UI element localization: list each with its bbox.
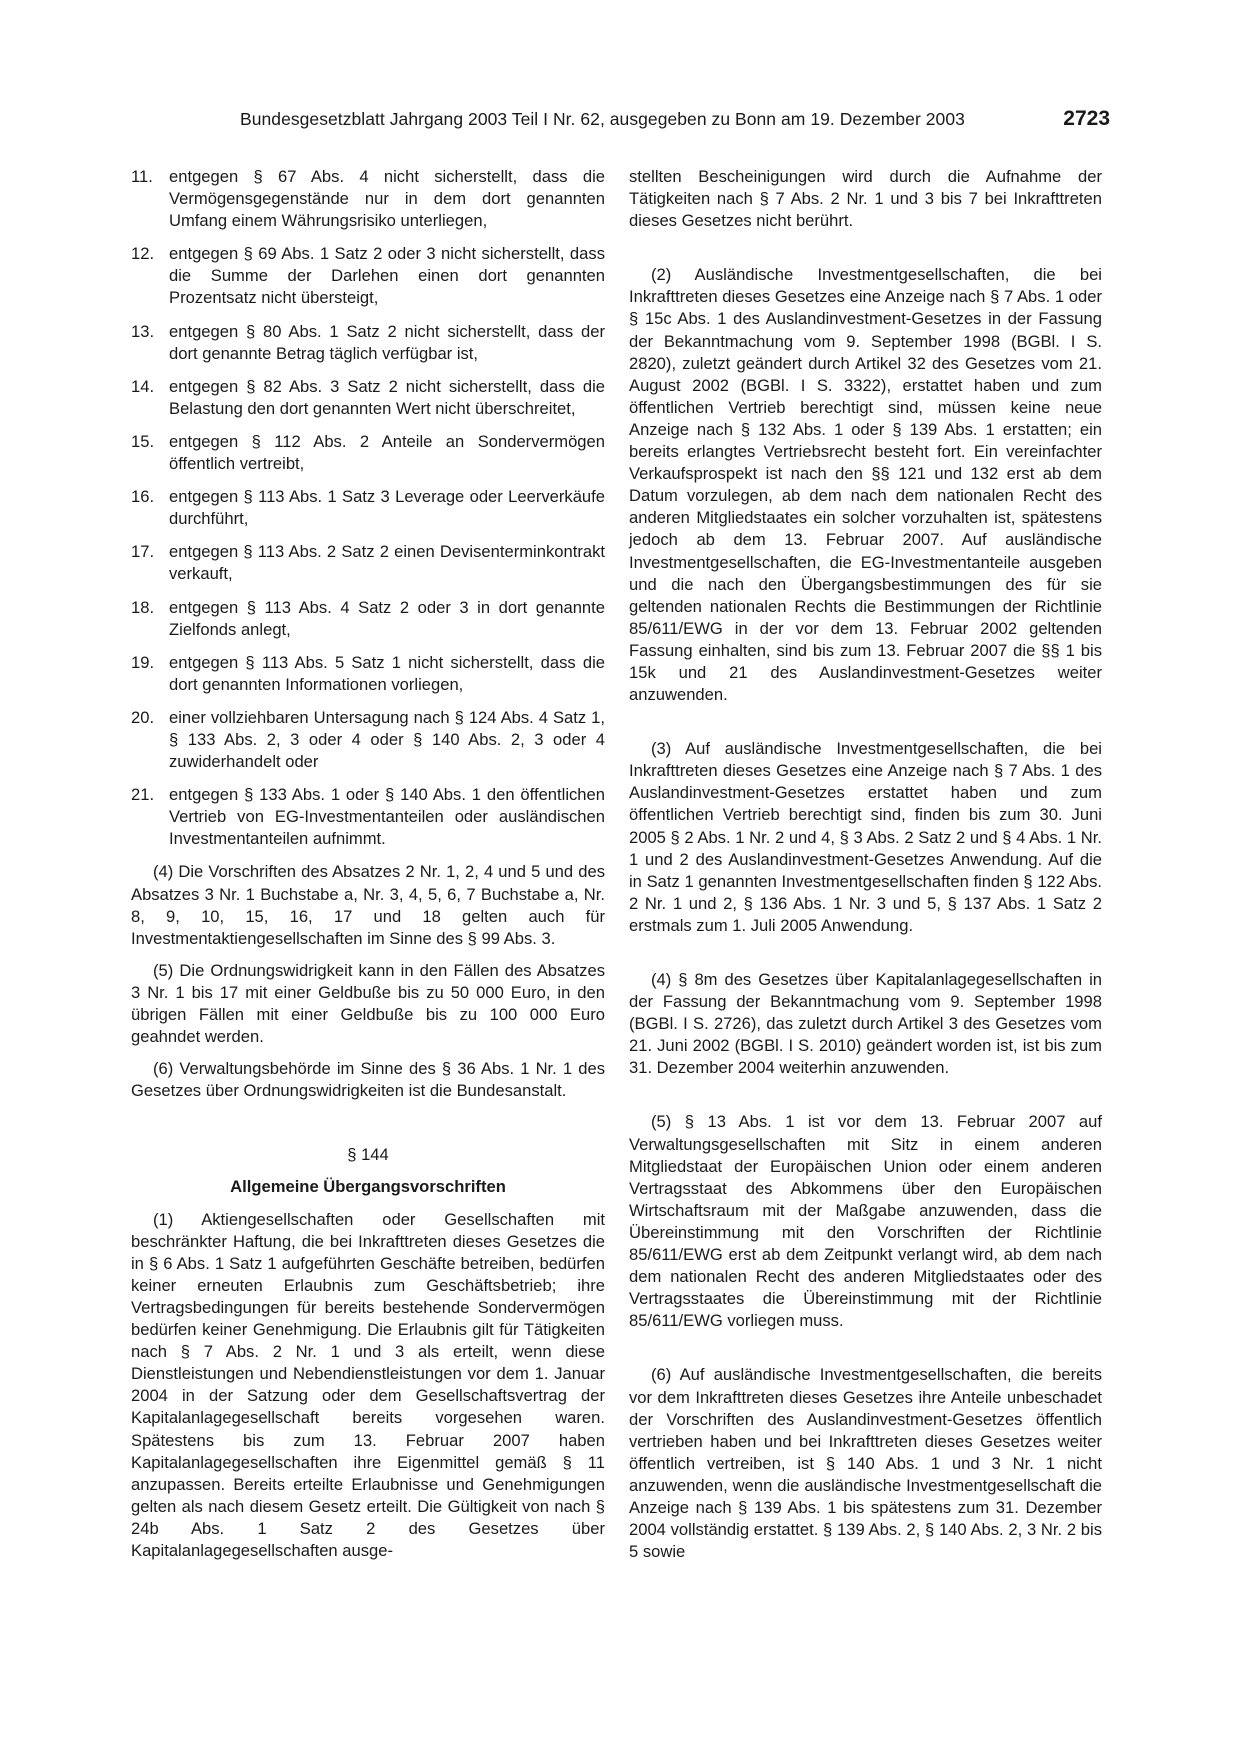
paragraph-4: (4) Die Vorschriften des Absatzes 2 Nr. 1, 2, 4 und 5 und des Absatzes 3 Nr. 1 Buchstabe a, Nr. 3, 4, 5, 6, 7 Buchstabe a, Nr. 8, 9, 10, 15, 16, 17 und 18 gelten auch für Investmentaktiengesellschaften im Sinne des § 99 Abs. 3. xyxy=(131,862,605,948)
right-column xyxy=(629,166,1102,1595)
item-text: entgegen § 67 Abs. 4 nicht sicherstellt, dass die Vermögensgegenstände nur in dem dort genannten Umfang einem Währungsrisiko unterliegen, xyxy=(169,167,605,231)
item-text: entgegen § 113 Abs. 2 Satz 2 einen Devisenterminkontrakt verkauft, xyxy=(169,542,605,584)
section-title: Allgemeine Übergangsvorschriften xyxy=(230,1177,506,1197)
list-item xyxy=(131,431,605,475)
paragraph-6: (6) Auf ausländische Investmentgesellschaften, die bereits vor dem Inkrafttreten dieses Gesetzes ihre Anteile unbeschadet der Vorschriften des Auslandinvestment-Gesetzes öffentlich vertrieben haben und bei Inkrafttreten dieses Gesetzes weiter öffentlich vertreiben, ist § 140 Abs. 1 und 3 Nr. 1 nicht anzuwenden, wenn die ausländische Investmentgesellschaft die Anzeige nach § 139 Abs. 1 bis spätestens zum 31. Dezember 2004 vollständig erstattet. § 139 Abs. 2, § 140 Abs. 2, 3 Nr. 2 bis 5 sowie xyxy=(629,1365,1102,1562)
list-item xyxy=(131,541,605,585)
item-text: entgegen § 112 Abs. 2 Anteile an Sondervermögen öffentlich vertreibt, xyxy=(169,431,605,474)
paragraph-144-1: (1) Aktiengesellschaften oder Gesellschaften mit beschränkter Haftung, die bei Inkrafttreten dieses Gesetzes die in § 6 Abs. 1 Satz 1 aufgeführten Geschäfte betreiben, bedürfen keiner erneuten Erlaubnis zum Geschäftsbetrieb; ihre Vertragsbedingungen für bereits bestehende Sondervermögen bedürfen keiner Genehmigung. Die Erlaubnis gilt für Tätigkeiten nach § 7 Abs. 2 Nr. 1 und 3 als erteilt, wenn diese Dienstleistungen und Nebendienstleistungen vor dem 1. Januar 2004 in der Satzung oder dem Gesellschaftsvertrag der Kapitalanlagegesellschaft bereits vorgesehen waren. Spätestens bis zum 13. Februar 2007 haben Kapitalanlagegesellschaften ihre Eigenmittel gemäß § 11 anzupassen. Bereits erteilte Erlaubnisse und Genehmigungen gelten als nach diesem Gesetz erteilt. Die Gültigkeit von nach § 24b Abs. 1 Satz 2 des Gesetzes über Kapitalanlagegesellschaften ausge- xyxy=(131,1209,605,1560)
paragraph-3: (3) Auf ausländische Investmentgesellschaften, die bei Inkrafttreten dieses Gesetzes eine Anzeige nach § 7 Abs. 1 des Auslandinvestment-Gesetzes erstattet haben und zum öffentlichen Vertrieb berechtigt sind, finden bis zum 30. Juni 2005 § 2 Abs. 1 Nr. 2 und 4, § 3 Abs. 2 Satz 2 und § 4 Abs. 1 Nr. 1 und 2 des Auslandinvestment-Gesetzes Anwendung. Auf die in Satz 1 genannten Investmentgesellschaften finden § 122 Abs. 2 Nr. 1 und 2, § 136 Abs. 1 Nr. 3 und 5, § 137 Abs. 1 Satz 2 erstmals zum 1. Juli 2005 Anwendung. xyxy=(629,739,1102,935)
left-column xyxy=(131,166,605,1572)
paragraph-5: (5) § 13 Abs. 1 ist vor dem 13. Februar 2007 auf Verwaltungsgesellschaften mit Sitz in einem anderen Mitgliedstaat der Europäischen Union oder einem anderen Vertragsstaat des Abkommens über den Europäischen Wirtschaftsraum mit der Maßgabe anzuwenden, dass die Übereinstimmung mit den Vorschriften der Richtlinie 85/611/EWG erst ab dem Zeitpunkt verlangt wird, ab dem nach dem nationalen Recht des anderen Mitgliedstaates oder des Vertragsstaates die Übereinstimmung mit der Richtlinie 85/611/EWG vorliegen muss. xyxy=(629,1112,1102,1331)
list-item xyxy=(131,652,605,696)
item-text: einer vollziehbaren Untersagung nach § 124 Abs. 4 Satz 1, § 133 Abs. 2, 3 oder 4 oder § 140 Abs. 2, 3 oder 4 zuwiderhandelt oder xyxy=(169,707,605,772)
item-number: 16. xyxy=(131,487,155,507)
item-text: entgegen § 82 Abs. 3 Satz 2 nicht sicherstellt, dass die Belastung den dort genannten Wert nicht überschreitet, xyxy=(169,376,605,418)
header-title: Bundesgesetzblatt Jahrgang 2003 Teil I Nr. 62, ausgegeben zu Bonn am 19. Dezember 2003 xyxy=(240,109,965,129)
page-header xyxy=(240,109,1110,139)
paragraph-6: (6) Verwaltungsbehörde im Sinne des § 36 Abs. 1 Nr. 1 des Gesetzes über Ordnungswidrigkeiten ist die Bundesanstalt. xyxy=(131,1059,605,1101)
paragraph-5: (5) Die Ordnungswidrigkeit kann in den Fällen des Absatzes 3 Nr. 1 bis 17 mit einer Geldbuße bis zu 50 000 Euro, in den übrigen Fällen mit einer Geldbuße bis zu 100 000 Euro geahndet werden. xyxy=(131,960,605,1047)
item-text: entgegen § 133 Abs. 1 oder § 140 Abs. 1 den öffentlichen Vertrieb von EG-Investmentanteilen oder ausländischen Investmentanteilen aufnimmt. xyxy=(169,785,605,849)
list-item xyxy=(131,707,605,773)
item-number: 13. xyxy=(131,321,155,341)
paragraph-2: (2) Ausländische Investmentgesellschaften, die bei Inkrafttreten dieses Gesetzes eine Anzeige nach § 7 Abs. 1 oder § 15c Abs. 1 des Auslandinvestment-Gesetzes in der Fassung der Bekanntmachung vom 9. September 1998 (BGBl. I S. 2820), zuletzt geändert durch Artikel 32 des Gesetzes vom 21. August 2002 (BGBl. I S. 3322), erstattet haben und zum öffentlichen Vertrieb berechtigt sind, müssen keine neue Anzeige nach § 132 Abs. 1 oder § 139 Abs. 1 erstatten; ein bereits erlangtes Vertriebsrecht besteht fort. Ein vereinfachter Verkaufsprospekt ist nach den §§ 121 und 132 erst ab dem Datum vorzulegen, ab dem nach dem nationalen Recht des anderen Mitgliedstaates ein solcher vorzuhalten ist, spätestens jedoch ab dem 13. Februar 2007. Auf ausländische Investmentgesellschaften, die EG-Investmentanteile ausgeben und die nach den Übergangsbestimmungen des für sie geltenden nationalen Rechts die Bestimmungen der Richtlinie 85/611/EWG in der vor dem 13. Februar 2002 geltenden Fassung einhalten, sind bis zum 13. Februar 2007 die §§ 1 bis 15k und 21 des Auslandinvestment-Gesetzes weiter anzuwenden. xyxy=(629,265,1102,705)
item-text: entgegen § 69 Abs. 1 Satz 2 oder 3 nicht sicherstellt, dass die Summe der Darlehen einen dort genannten Prozentsatz nicht übersteigt, xyxy=(169,244,605,308)
item-text: entgegen § 80 Abs. 1 Satz 2 nicht sicherstellt, dass der dort genannte Betrag täglich verfügbar ist, xyxy=(169,321,605,363)
list-item xyxy=(131,243,605,309)
section-number: § 144 xyxy=(347,1145,389,1165)
item-text: entgegen § 113 Abs. 1 Satz 3 Leverage oder Leerverkäufe durchführt, xyxy=(169,487,605,529)
list-item xyxy=(131,166,605,232)
list-item xyxy=(131,486,605,530)
list-item xyxy=(131,376,605,420)
list-item xyxy=(131,597,605,641)
item-number: 19. xyxy=(131,652,155,672)
paragraph-continuation: stellten Bescheinigungen wird durch die Aufnahme der Tätigkeiten nach § 7 Abs. 2 Nr. 1 und 3 bis 7 bei Inkrafttreten dieses Gesetzes nicht berührt. xyxy=(629,167,1102,231)
item-number: 18. xyxy=(131,597,155,617)
item-text: entgegen § 113 Abs. 5 Satz 1 nicht sicherstellt, dass die dort genannten Informationen vorliegen, xyxy=(169,652,605,694)
item-number: 14. xyxy=(131,376,155,396)
page-number: 2723 xyxy=(1063,107,1110,130)
item-number: 12. xyxy=(131,244,155,264)
item-number: 11. xyxy=(131,167,153,186)
item-number: 17. xyxy=(131,542,155,562)
paragraph-4: (4) § 8m des Gesetzes über Kapitalanlagegesellschaften in der Fassung der Bekanntmachung vom 9. September 1998 (BGBl. I S. 2726), das zuletzt durch Artikel 3 des Gesetzes vom 21. Juni 2002 (BGBl. I S. 2010) geändert worden ist, ist bis zum 31. Dezember 2004 weiterhin anzuwenden. xyxy=(629,970,1102,1078)
list-item xyxy=(131,784,605,850)
item-number: 15. xyxy=(131,431,155,451)
item-number: 20. xyxy=(131,707,155,727)
list-item xyxy=(131,321,605,365)
item-text: entgegen § 113 Abs. 4 Satz 2 oder 3 in dort genannte Zielfonds anlegt, xyxy=(169,597,605,639)
item-number: 21. xyxy=(131,785,155,805)
